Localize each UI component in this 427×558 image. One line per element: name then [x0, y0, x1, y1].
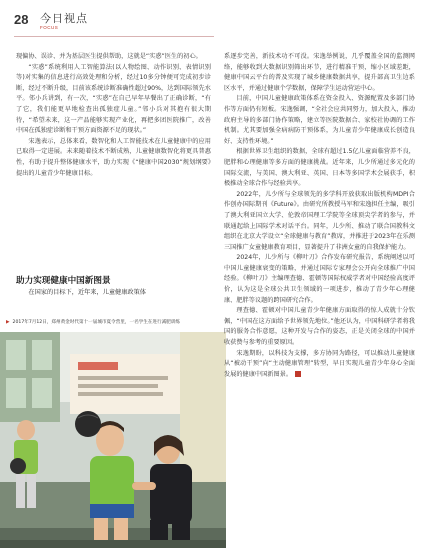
- caption-marker-icon: ▶: [6, 320, 10, 325]
- section-heading: 助力实现健康中国新图景: [16, 276, 111, 286]
- paragraph: 目前，中国儿童健康政策体系在资金投入、资源配置及多部门协作等方面仍有短板。宋逸强调，“全社会应共同努力，加大投入，推动政府主导的多部门协作策略，建立等医院数据合、家校社协调的工作机制。尤其要加强全病病防干预体系，为儿童青少年健康成长创造良好、支持性环境。”: [224, 95, 415, 145]
- paragraph: 宋逸表示，总体来看，数智化和人工智能技术在儿童健康中的应用已取得一定进展。未来随着技术不断成熟，儿童健康数智化将更具普惠性，有助于提升整体健康水平，助力实现《“健康中国2030”规划纲要》提出的儿童青少年健康目标。: [16, 137, 211, 177]
- left-column-continued: [16, 288, 211, 299]
- section-title: 今日视点: [40, 12, 88, 25]
- section-subtitle: FOCUS: [40, 25, 59, 30]
- header-rule: [14, 36, 214, 37]
- paragraph-final: [224, 349, 415, 381]
- paragraph: “实惑”系统利用人工智能算法(以人物绘图、动作识别、表情识别等)对实集的信息进行高效处理和分析，经过10多分钟便可完成初步诊断，经过不断升级，目前该系统诊断准确性超过90%，达到国际领先水平。邻小兵讲到，有一次，“实惑”在自己早年早餐出了正确诊断，“有了它，我们能更早地检查出孤独症儿童。”邻小兵对其抱有很大期待，“希望未来，这一产品能够实现产业化，再把多团医院推广，改善中国在孤独症诊断和干预方面资源不足的现状。”: [16, 63, 211, 135]
- training-photo: [0, 332, 226, 548]
- caption-text: 2017年7月12日，郑州黄金时代第十一届城市夏令营里，一名学生在进行减肥训练: [12, 320, 181, 325]
- paragraph: 系逐步完善，新技术功不可没。宋逸举例说，几乎覆盖全国的监测网络，能够收到大数据识别筛出环节，进行精准干预，缩小区域差距，健康中国云平台的普及实现了城乡健康数据共享，提升部高卫生边系区水平，并通过健康个学数据，保障学生运动营运中心。: [224, 53, 415, 92]
- end-mark-icon: [295, 371, 301, 377]
- right-column: [224, 52, 415, 380]
- paragraph: 根据世界卫生组织的数据，全球有超过1.5亿儿童面临营养不良，肥胖和心理健康等多方面的健康挑战。近年来，儿少所通过多元化的国际交流，与美国、澳大利亚、英国、日本等多国学术会展获手，积极推动全球合作与经验共享。: [224, 148, 415, 188]
- page-number: 28: [14, 12, 29, 27]
- paragraph: 2024年，儿少所与《柳叶刀》合作发布研究报告，系统阐述以可中国儿童健康衰变的策略，并通过国际专家理会公开向全球推广中国经验。《柳叶刀》主编理查德、霍顿等国际权威学者对中国经验高度评价，认为这是全球公共卫生领域的一项进步，推动了青少年心理健康、肥胖等议题的跨国研究合作。: [224, 254, 415, 304]
- paragraph: 在国家的目标下，近年来，儿童健康政策体: [28, 289, 146, 296]
- paragraph-text: 宋逸期盼，以科技为支撑，多方协同为路径，可以推动儿童健康从“被动干预”向“主动健康管理”转型，早日实现儿童青少年身心全面发展的健康中国新图景。: [224, 349, 415, 378]
- page-header: [0, 0, 427, 46]
- photo-caption: [0, 318, 226, 328]
- paragraph: 2022年，儿少所与全球领先的多学科开放获取出版机构MDPI合作创办国际期刊《Future》。由研究所教授马军和宋逸担任主编，吸引了澳大利亚国立大学、伦敦帝国理工学院等全球顶尖学者的参与，并联通起给上国际学术对话平台。同年，儿少所、推动了联合国教科文组织在北京大学设立“全球健康与教育”教席，并推进于2023年在乐测三国推广女童健康教育项目，显著提升了非洲女童的自我保护能力。: [224, 190, 415, 251]
- paragraph: 理查德、霍顿对中国儿童青少年健康方面取得的惊人成就十分钦佩，“中国在这方面给予世界领先地位。”他还认为，中国科研学者将我国的服务合作意愿，这种开发与合作的姿态，正是关闭全球的中国并收获赞与参考的重要原因。: [224, 307, 415, 347]
- left-column: [16, 52, 211, 179]
- paragraph: 现偏协、误诊、并为基层医生提供帮助，这就是“实惑”医生的初心。: [16, 53, 202, 60]
